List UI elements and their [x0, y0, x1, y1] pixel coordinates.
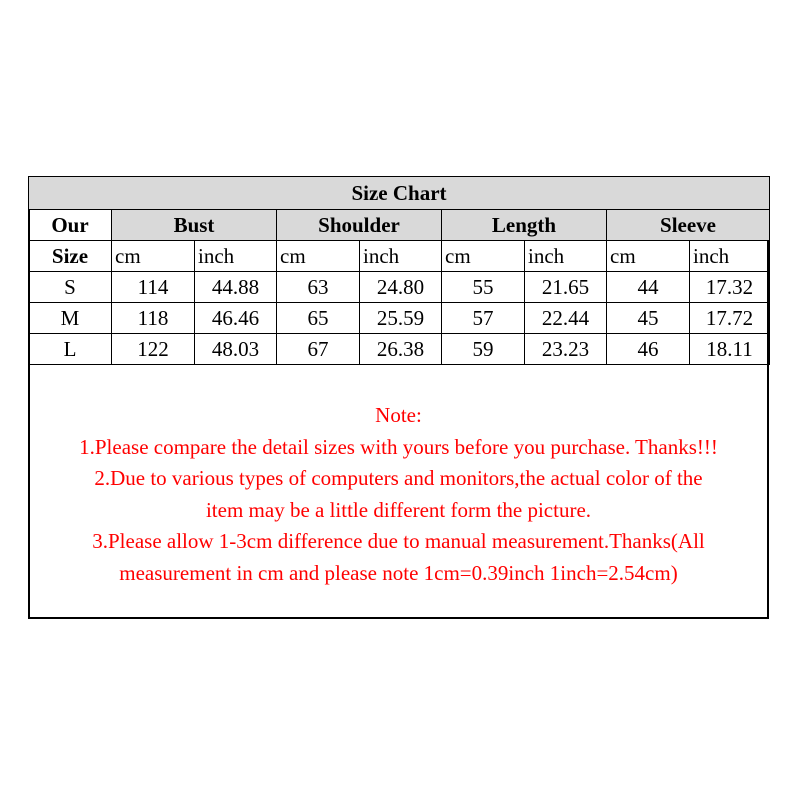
table-cell: 45 — [607, 303, 690, 334]
unit-header: cm — [607, 241, 690, 272]
table-cell: 59 — [442, 334, 525, 365]
table-cell: 48.03 — [195, 334, 277, 365]
note-line: 1.Please compare the detail sizes with yours before you purchase. Thanks!!! — [79, 434, 718, 459]
table-cell: 65 — [277, 303, 360, 334]
size-chart-table — [28, 176, 770, 365]
table-cell: 57 — [442, 303, 525, 334]
table-cell: 21.65 — [525, 272, 607, 303]
group-header-bust: Bust — [112, 210, 277, 241]
size-label: L — [29, 334, 112, 365]
table-cell: 118 — [112, 303, 195, 334]
unit-header: cm — [442, 241, 525, 272]
size-header-top: Our — [29, 210, 112, 241]
table-cell: 26.38 — [360, 334, 442, 365]
unit-header: inch — [360, 241, 442, 272]
table-row — [29, 303, 770, 334]
table-cell: 23.23 — [525, 334, 607, 365]
unit-header: inch — [690, 241, 770, 272]
table-cell: 24.80 — [360, 272, 442, 303]
table-cell: 44.88 — [195, 272, 277, 303]
table-cell: 18.11 — [690, 334, 770, 365]
size-label: M — [29, 303, 112, 334]
table-cell: 122 — [112, 334, 195, 365]
group-header-length: Length — [442, 210, 607, 241]
table-title: Size Chart — [29, 177, 770, 210]
table-cell: 114 — [112, 272, 195, 303]
group-header-sleeve: Sleeve — [607, 210, 770, 241]
unit-header: inch — [195, 241, 277, 272]
table-cell: 17.32 — [690, 272, 770, 303]
note-line: 3.Please allow 1-3cm difference due to manual measurement.Thanks(All — [92, 529, 705, 553]
notes-block — [28, 400, 769, 589]
group-header-shoulder: Shoulder — [277, 210, 442, 241]
unit-header: cm — [277, 241, 360, 272]
table-cell: 46.46 — [195, 303, 277, 334]
table-cell: 67 — [277, 334, 360, 365]
table-cell: 17.72 — [690, 303, 770, 334]
table-row — [29, 334, 770, 365]
table-cell: 63 — [277, 272, 360, 303]
note-line: item may be a little different form the picture. — [205, 497, 592, 522]
note-line: measurement in cm and please note 1cm=0.39inch 1inch=2.54cm) — [119, 560, 678, 585]
table-cell: 22.44 — [525, 303, 607, 334]
table-cell: 25.59 — [360, 303, 442, 334]
notes-heading: Note: — [375, 403, 422, 427]
note-line: 2.Due to various types of computers and monitors,the actual color of the — [94, 466, 703, 490]
table-cell: 46 — [607, 334, 690, 365]
unit-header: inch — [525, 241, 607, 272]
table-cell: 55 — [442, 272, 525, 303]
table-row — [29, 272, 770, 303]
table-cell: 44 — [607, 272, 690, 303]
size-label: S — [29, 272, 112, 303]
size-header-bottom: Size — [29, 241, 112, 272]
unit-header: cm — [112, 241, 195, 272]
